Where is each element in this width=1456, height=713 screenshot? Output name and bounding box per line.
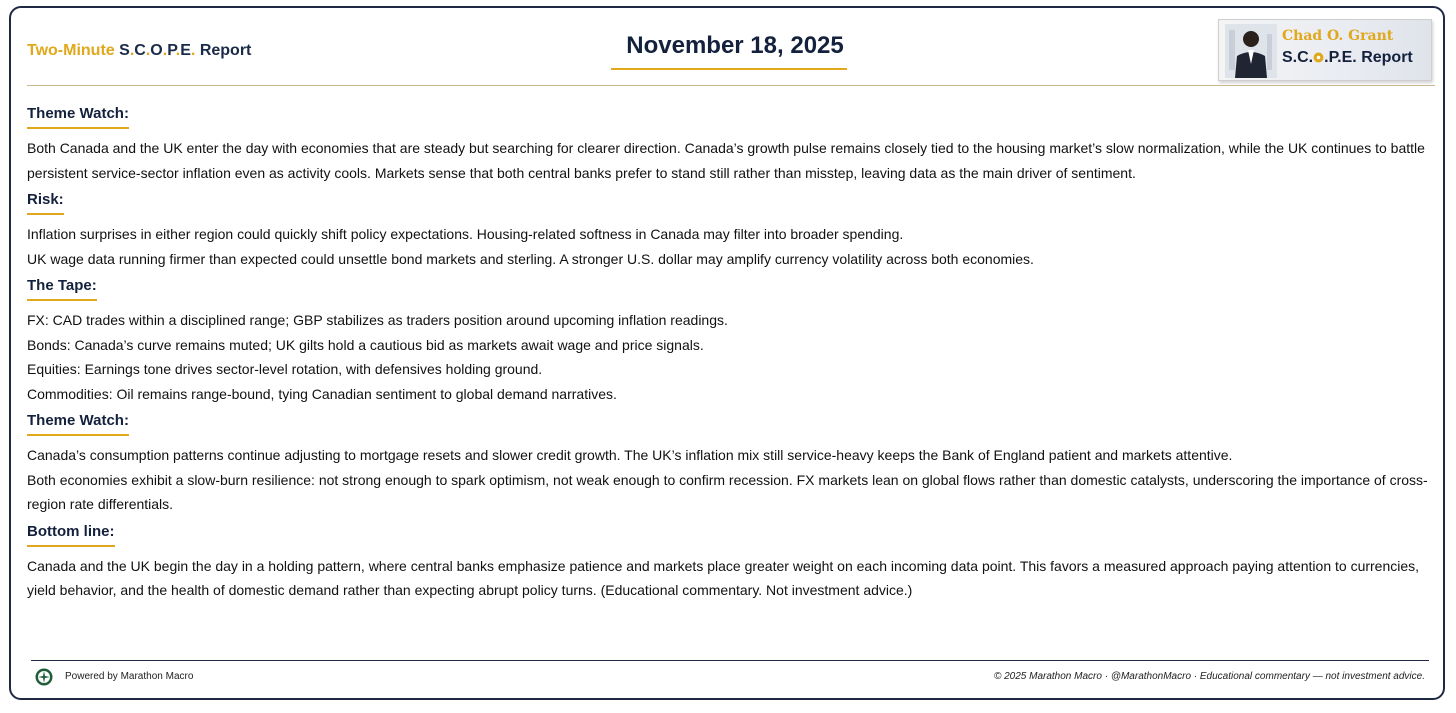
section-theme-watch-2	[27, 412, 1437, 517]
brand-letter-p: P	[167, 42, 176, 59]
section-heading: Theme Watch:	[27, 105, 129, 129]
brand-letter-o: O	[150, 42, 163, 59]
tape-commodities: Commodities: Oil remains range-bound, tying Canadian sentiment to global demand narratives.	[27, 385, 617, 402]
brand-dot: .	[175, 42, 181, 59]
section-risk	[27, 191, 1437, 271]
section-the-tape	[27, 277, 1437, 406]
brand-prefix: Two-Minute	[27, 42, 115, 59]
date-underline	[611, 68, 847, 70]
footer-divider	[31, 660, 1429, 661]
section-theme-watch	[27, 105, 1437, 185]
tape-equities: Equities: Earnings tone drives sector-level rotation, with defensives holding ground.	[27, 361, 543, 377]
brand-dot: .	[190, 42, 196, 59]
section-bottom-line	[27, 523, 1437, 603]
badge-report-end: .P.E. Report	[1324, 49, 1413, 66]
section-heading: Bottom line:	[27, 523, 115, 547]
badge-report-title	[1282, 49, 1413, 67]
author-photo-icon	[1225, 24, 1277, 78]
badge-report-start: S.C.	[1282, 49, 1314, 66]
brand-title	[27, 42, 251, 60]
section-paragraph: Both Canada and the UK enter the day with economies that are steady but searching for clearer direction. Canada’s growth pulse remains closely tied to the housing market’s slow normalization, while the UK continues to battle persistent service-sector inflation even as activity cools. Markets sense that both central banks prefer to stand still rather than misstep, leaving data as the main driver of sentiment.	[27, 140, 1425, 181]
section-heading: Risk:	[27, 191, 64, 215]
report-body	[27, 105, 1437, 603]
brand-letter-c: C	[134, 42, 146, 59]
section-paragraph: Canada’s consumption patterns continue adjusting to mortgage resets and slower credit growth. The UK’s inflation mix still service-heavy keeps the Bank of England patient and markets attentive.	[27, 447, 1233, 463]
report-date: November 18, 2025	[626, 32, 844, 59]
brand-letter-s: S	[119, 42, 130, 59]
section-paragraph: Both economies exhibit a slow-burn resilience: not strong enough to spark optimism, not weak enough to confirm recession. FX markets lean on global flows rather than domestic catalysts, underscoring the importance of cross-region rate differentials.	[27, 471, 1428, 512]
section-heading: Theme Watch:	[27, 412, 129, 436]
brand-letter-e: E	[180, 42, 191, 59]
brand-scope	[119, 42, 195, 59]
author-name: Chad O. Grant	[1282, 28, 1394, 44]
header-divider	[27, 85, 1435, 86]
section-heading: The Tape:	[27, 277, 97, 301]
brand-dot: .	[145, 42, 151, 59]
marathon-macro-logo-icon	[35, 668, 53, 686]
brand-dot: .	[162, 42, 168, 59]
tape-fx: FX: CAD trades within a disciplined range; GBP stabilizes as traders position around upcoming inflation readings.	[27, 312, 728, 328]
compass-icon	[1313, 52, 1324, 63]
tape-bonds: Bonds: Canada’s curve remains muted; UK gilts hold a cautious bid as markets await wage and price signals.	[27, 336, 704, 353]
brand-dot: .	[129, 42, 135, 59]
footer-disclaimer: © 2025 Marathon Macro · @MarathonMacro · Educational commentary — not investment advice.	[993, 671, 1425, 682]
powered-by: Powered by Marathon Macro	[65, 671, 194, 682]
section-paragraph: UK wage data running firmer than expected could unsettle bond markets and sterling. A stronger U.S. dollar may amplify currency volatility across both economies.	[27, 250, 1034, 267]
brand-suffix: Report	[199, 42, 252, 59]
section-paragraph: Canada and the UK begin the day in a holding pattern, where central banks emphasize patience and markets place greater weight on each incoming data point. This favors a measured approach paying attention to currencies, yield behavior, and the health of domestic demand rather than expecting abrupt policy turns. (Educational commentary. Not investment advice.)	[27, 557, 1420, 598]
report-frame	[9, 6, 1445, 700]
author-badge	[1218, 19, 1432, 81]
section-paragraph: Inflation surprises in either region could quickly shift policy expectations. Housing-related softness in Canada may filter into broader spending.	[27, 226, 904, 242]
